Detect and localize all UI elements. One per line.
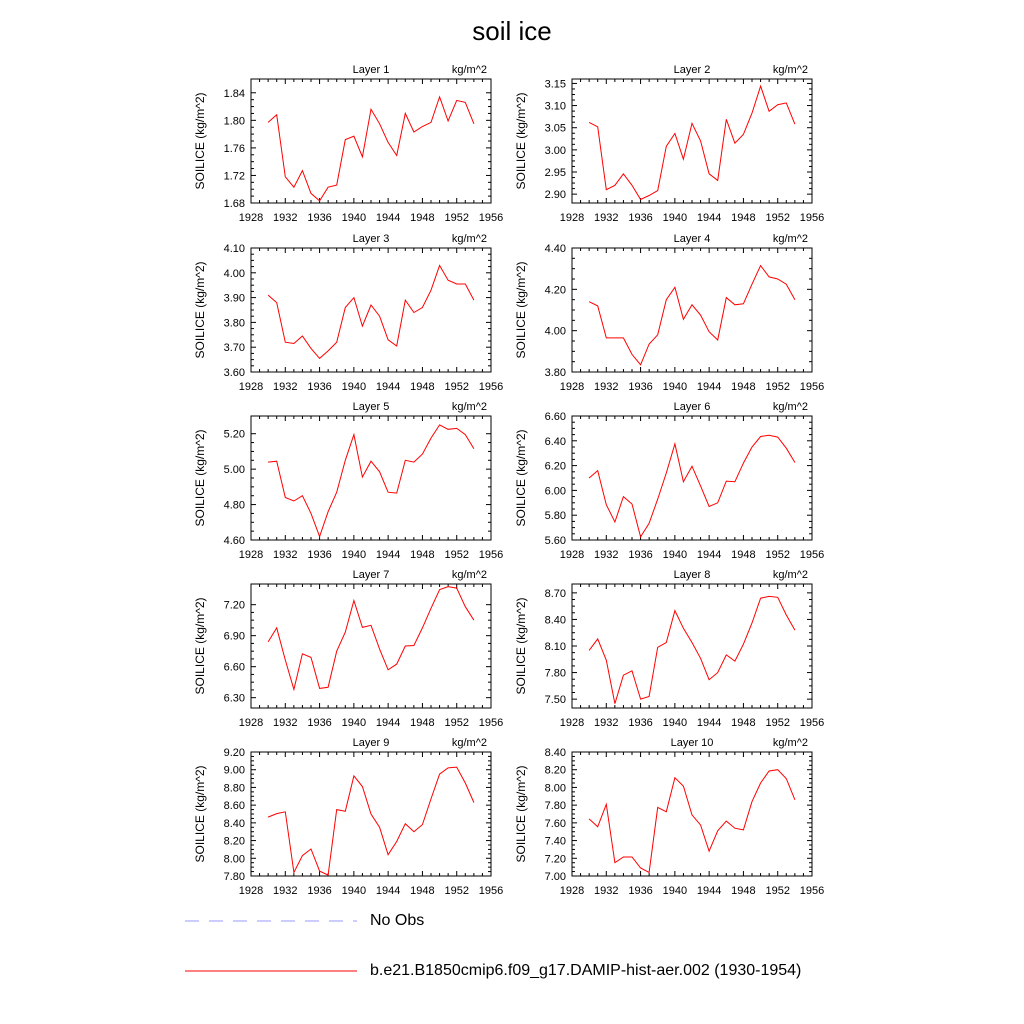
x-tick-label: 1928 bbox=[238, 212, 264, 224]
y-axis-label: SOILICE (kg/m^2) bbox=[514, 92, 528, 190]
x-tick-label: 1948 bbox=[731, 717, 756, 729]
x-tick-label: 1948 bbox=[731, 381, 756, 393]
y-tick-label: 2.90 bbox=[544, 189, 566, 202]
y-tick-label: 7.60 bbox=[544, 817, 566, 830]
y-tick-label: 3.00 bbox=[544, 144, 566, 157]
x-tick-label: 1932 bbox=[273, 885, 298, 897]
y-tick-label: 8.40 bbox=[544, 747, 566, 759]
y-tick-label: 8.70 bbox=[544, 587, 566, 600]
panel-layer-5 bbox=[193, 401, 503, 561]
x-tick-label: 1932 bbox=[273, 549, 298, 561]
x-tick-label: 1948 bbox=[410, 885, 435, 897]
y-tick-label: 1.68 bbox=[223, 198, 245, 210]
series-line bbox=[589, 596, 795, 703]
x-tick-label: 1936 bbox=[307, 549, 332, 561]
y-axis-label: SOILICE (kg/m^2) bbox=[193, 765, 207, 863]
x-tick-label: 1928 bbox=[559, 212, 585, 224]
panel-title: Layer 10 bbox=[670, 737, 714, 749]
panel-units: kg/m^2 bbox=[451, 401, 487, 413]
x-tick-label: 1928 bbox=[238, 717, 264, 729]
y-tick-label: 3.70 bbox=[223, 342, 245, 355]
x-tick-label: 1956 bbox=[478, 549, 504, 561]
plot-frame bbox=[572, 584, 812, 708]
series-line bbox=[268, 265, 474, 358]
y-tick-label: 8.00 bbox=[223, 853, 245, 866]
x-tick-label: 1932 bbox=[594, 381, 619, 393]
panel-units: kg/m^2 bbox=[772, 569, 808, 581]
x-tick-label: 1956 bbox=[478, 212, 504, 224]
panel-title: Layer 6 bbox=[673, 401, 711, 413]
x-tick-label: 1952 bbox=[444, 717, 469, 729]
panel-units: kg/m^2 bbox=[772, 737, 808, 749]
y-tick-label: 4.20 bbox=[544, 284, 566, 297]
panel-layer-7 bbox=[193, 569, 503, 729]
y-tick-label: 3.90 bbox=[223, 292, 245, 305]
y-tick-label: 3.80 bbox=[223, 317, 245, 330]
y-tick-label: 1.84 bbox=[223, 87, 245, 100]
x-tick-label: 1928 bbox=[559, 717, 585, 729]
y-axis-label: SOILICE (kg/m^2) bbox=[193, 92, 207, 190]
x-tick-label: 1940 bbox=[662, 717, 688, 729]
y-tick-label: 7.00 bbox=[544, 871, 566, 883]
y-tick-label: 7.40 bbox=[544, 835, 566, 848]
y-tick-label: 8.60 bbox=[223, 800, 245, 813]
y-tick-label: 3.10 bbox=[544, 100, 566, 113]
x-tick-label: 1932 bbox=[594, 549, 619, 561]
x-tick-label: 1940 bbox=[341, 549, 367, 561]
x-tick-label: 1948 bbox=[410, 212, 435, 224]
x-tick-label: 1932 bbox=[594, 212, 619, 224]
x-tick-label: 1948 bbox=[731, 885, 756, 897]
y-tick-label: 4.00 bbox=[544, 325, 566, 338]
panel-title: Layer 4 bbox=[673, 233, 711, 245]
x-tick-label: 1936 bbox=[307, 212, 332, 224]
y-tick-label: 7.80 bbox=[544, 667, 566, 680]
panel-layer-2 bbox=[514, 64, 824, 224]
x-tick-label: 1936 bbox=[307, 885, 332, 897]
series-line bbox=[589, 86, 795, 199]
x-tick-label: 1956 bbox=[799, 549, 825, 561]
x-tick-label: 1948 bbox=[410, 549, 435, 561]
x-tick-label: 1956 bbox=[478, 381, 504, 393]
y-tick-label: 6.20 bbox=[544, 460, 566, 473]
panel-title: Layer 1 bbox=[352, 64, 390, 76]
series-line bbox=[268, 425, 474, 537]
x-tick-label: 1936 bbox=[307, 381, 332, 393]
y-tick-label: 3.80 bbox=[544, 367, 566, 379]
x-tick-label: 1952 bbox=[765, 381, 790, 393]
panel-layer-1 bbox=[193, 64, 503, 224]
y-axis-label: SOILICE (kg/m^2) bbox=[514, 261, 528, 359]
x-tick-label: 1940 bbox=[662, 212, 688, 224]
x-tick-label: 1928 bbox=[559, 381, 585, 393]
series-line bbox=[589, 266, 795, 365]
x-tick-label: 1940 bbox=[341, 717, 367, 729]
panel-title: Layer 3 bbox=[352, 233, 390, 245]
x-tick-label: 1936 bbox=[628, 717, 653, 729]
x-tick-label: 1952 bbox=[765, 549, 790, 561]
x-tick-label: 1928 bbox=[238, 381, 264, 393]
x-tick-label: 1928 bbox=[559, 549, 585, 561]
x-tick-label: 1944 bbox=[696, 212, 722, 224]
x-tick-label: 1936 bbox=[628, 885, 653, 897]
y-tick-label: 5.80 bbox=[544, 510, 566, 523]
x-tick-label: 1940 bbox=[662, 549, 688, 561]
series-line bbox=[589, 770, 795, 873]
y-tick-label: 4.00 bbox=[223, 267, 245, 280]
x-tick-label: 1940 bbox=[341, 885, 367, 897]
x-tick-label: 1952 bbox=[765, 212, 790, 224]
y-tick-label: 8.80 bbox=[223, 782, 245, 795]
panel-title: Layer 2 bbox=[673, 64, 711, 76]
y-tick-label: 6.60 bbox=[223, 661, 245, 674]
y-tick-label: 8.40 bbox=[223, 817, 245, 830]
y-tick-label: 5.60 bbox=[544, 535, 566, 547]
plot-frame bbox=[251, 584, 491, 708]
y-axis-label: SOILICE (kg/m^2) bbox=[514, 765, 528, 863]
panel-units: kg/m^2 bbox=[451, 64, 487, 76]
panel-units: kg/m^2 bbox=[451, 737, 487, 749]
y-tick-label: 8.20 bbox=[544, 764, 566, 777]
x-tick-label: 1940 bbox=[341, 381, 367, 393]
x-tick-label: 1952 bbox=[444, 212, 469, 224]
legend-obs-label: No Obs bbox=[370, 912, 425, 929]
y-axis-label: SOILICE (kg/m^2) bbox=[193, 261, 207, 359]
plot-frame bbox=[572, 79, 812, 203]
y-tick-label: 1.72 bbox=[223, 170, 245, 183]
panel-title: Layer 5 bbox=[352, 401, 390, 413]
x-tick-label: 1956 bbox=[478, 885, 504, 897]
y-tick-label: 1.76 bbox=[223, 142, 245, 155]
x-tick-label: 1944 bbox=[375, 549, 401, 561]
plot-frame bbox=[572, 248, 812, 372]
y-tick-label: 9.00 bbox=[223, 764, 245, 777]
panel-units: kg/m^2 bbox=[772, 64, 808, 76]
panel-layer-3 bbox=[193, 233, 503, 393]
x-tick-label: 1956 bbox=[799, 381, 825, 393]
series-line bbox=[589, 435, 795, 537]
x-tick-label: 1944 bbox=[375, 885, 401, 897]
x-tick-label: 1928 bbox=[238, 885, 264, 897]
y-tick-label: 7.50 bbox=[544, 694, 566, 707]
series-line bbox=[268, 587, 474, 690]
x-tick-label: 1952 bbox=[765, 717, 790, 729]
y-tick-label: 7.20 bbox=[544, 853, 566, 866]
x-tick-label: 1928 bbox=[238, 549, 264, 561]
x-tick-label: 1944 bbox=[375, 212, 401, 224]
y-tick-label: 6.90 bbox=[223, 630, 245, 643]
panel-layer-9 bbox=[193, 737, 503, 897]
plot-frame bbox=[251, 248, 491, 372]
x-tick-label: 1928 bbox=[559, 885, 585, 897]
y-axis-label: SOILICE (kg/m^2) bbox=[514, 429, 528, 527]
y-tick-label: 8.40 bbox=[544, 614, 566, 627]
panel-layer-4 bbox=[514, 233, 824, 393]
x-tick-label: 1948 bbox=[410, 381, 435, 393]
y-tick-label: 5.00 bbox=[223, 464, 245, 477]
y-tick-label: 6.00 bbox=[544, 485, 566, 498]
x-tick-label: 1936 bbox=[628, 212, 653, 224]
panel-units: kg/m^2 bbox=[451, 569, 487, 581]
plot-frame bbox=[251, 79, 491, 203]
panel-layer-10 bbox=[514, 737, 824, 897]
x-tick-label: 1940 bbox=[341, 212, 367, 224]
x-tick-label: 1956 bbox=[799, 885, 825, 897]
x-tick-label: 1944 bbox=[375, 717, 401, 729]
y-axis-label: SOILICE (kg/m^2) bbox=[193, 429, 207, 527]
panel-units: kg/m^2 bbox=[772, 233, 808, 245]
x-tick-label: 1936 bbox=[307, 717, 332, 729]
panel-title: Layer 9 bbox=[352, 737, 390, 749]
x-tick-label: 1952 bbox=[444, 381, 469, 393]
x-tick-label: 1932 bbox=[594, 885, 619, 897]
x-tick-label: 1936 bbox=[628, 381, 653, 393]
x-tick-label: 1932 bbox=[594, 717, 619, 729]
panel-units: kg/m^2 bbox=[451, 233, 487, 245]
x-tick-label: 1940 bbox=[662, 381, 688, 393]
x-tick-label: 1952 bbox=[444, 885, 469, 897]
y-tick-label: 3.15 bbox=[544, 78, 566, 91]
series-line bbox=[268, 97, 474, 201]
y-tick-label: 8.00 bbox=[544, 782, 566, 795]
y-tick-label: 6.40 bbox=[544, 435, 566, 448]
series-line bbox=[268, 767, 474, 875]
y-tick-label: 7.80 bbox=[223, 871, 245, 883]
x-tick-label: 1932 bbox=[273, 381, 298, 393]
x-tick-label: 1944 bbox=[696, 885, 722, 897]
y-tick-label: 5.20 bbox=[223, 428, 245, 441]
y-tick-label: 8.10 bbox=[544, 641, 566, 653]
panel-title: Layer 8 bbox=[673, 569, 711, 581]
x-tick-label: 1944 bbox=[696, 549, 722, 561]
x-tick-label: 1948 bbox=[731, 212, 756, 224]
y-tick-label: 2.95 bbox=[544, 167, 566, 179]
legend-model-label: b.e21.B1850cmip6.f09_g17.DAMIP-hist-aer.002 (1930-1954) bbox=[370, 962, 802, 979]
x-tick-label: 1936 bbox=[628, 549, 653, 561]
x-tick-label: 1944 bbox=[696, 381, 722, 393]
y-tick-label: 4.40 bbox=[544, 243, 566, 255]
x-tick-label: 1952 bbox=[765, 885, 790, 897]
x-tick-label: 1948 bbox=[410, 717, 435, 729]
y-tick-label: 4.10 bbox=[223, 243, 245, 255]
panel-layer-8 bbox=[514, 569, 824, 729]
y-tick-label: 9.20 bbox=[223, 747, 245, 759]
y-tick-label: 3.05 bbox=[544, 122, 566, 135]
x-tick-label: 1956 bbox=[799, 717, 825, 729]
y-tick-label: 8.20 bbox=[223, 835, 245, 848]
plot-frame bbox=[251, 416, 491, 540]
x-tick-label: 1952 bbox=[444, 549, 469, 561]
x-tick-label: 1956 bbox=[799, 212, 825, 224]
plot-frame bbox=[572, 416, 812, 540]
x-tick-label: 1948 bbox=[731, 549, 756, 561]
y-axis-label: SOILICE (kg/m^2) bbox=[193, 597, 207, 695]
x-tick-label: 1940 bbox=[662, 885, 688, 897]
y-tick-label: 4.80 bbox=[223, 499, 245, 512]
y-tick-label: 4.60 bbox=[223, 535, 245, 547]
y-tick-label: 6.60 bbox=[544, 411, 566, 423]
x-tick-label: 1956 bbox=[478, 717, 504, 729]
y-tick-label: 1.80 bbox=[223, 115, 245, 128]
x-tick-label: 1932 bbox=[273, 717, 298, 729]
y-tick-label: 7.20 bbox=[223, 599, 245, 612]
chart-title: soil ice bbox=[472, 16, 552, 46]
x-tick-label: 1944 bbox=[696, 717, 722, 729]
x-tick-label: 1932 bbox=[273, 212, 298, 224]
y-tick-label: 7.80 bbox=[544, 800, 566, 813]
y-tick-label: 6.30 bbox=[223, 692, 245, 705]
y-axis-label: SOILICE (kg/m^2) bbox=[514, 597, 528, 695]
panel-units: kg/m^2 bbox=[772, 401, 808, 413]
x-tick-label: 1944 bbox=[375, 381, 401, 393]
panel-layer-6 bbox=[514, 401, 824, 561]
panel-title: Layer 7 bbox=[352, 569, 390, 581]
y-tick-label: 3.60 bbox=[223, 367, 245, 379]
